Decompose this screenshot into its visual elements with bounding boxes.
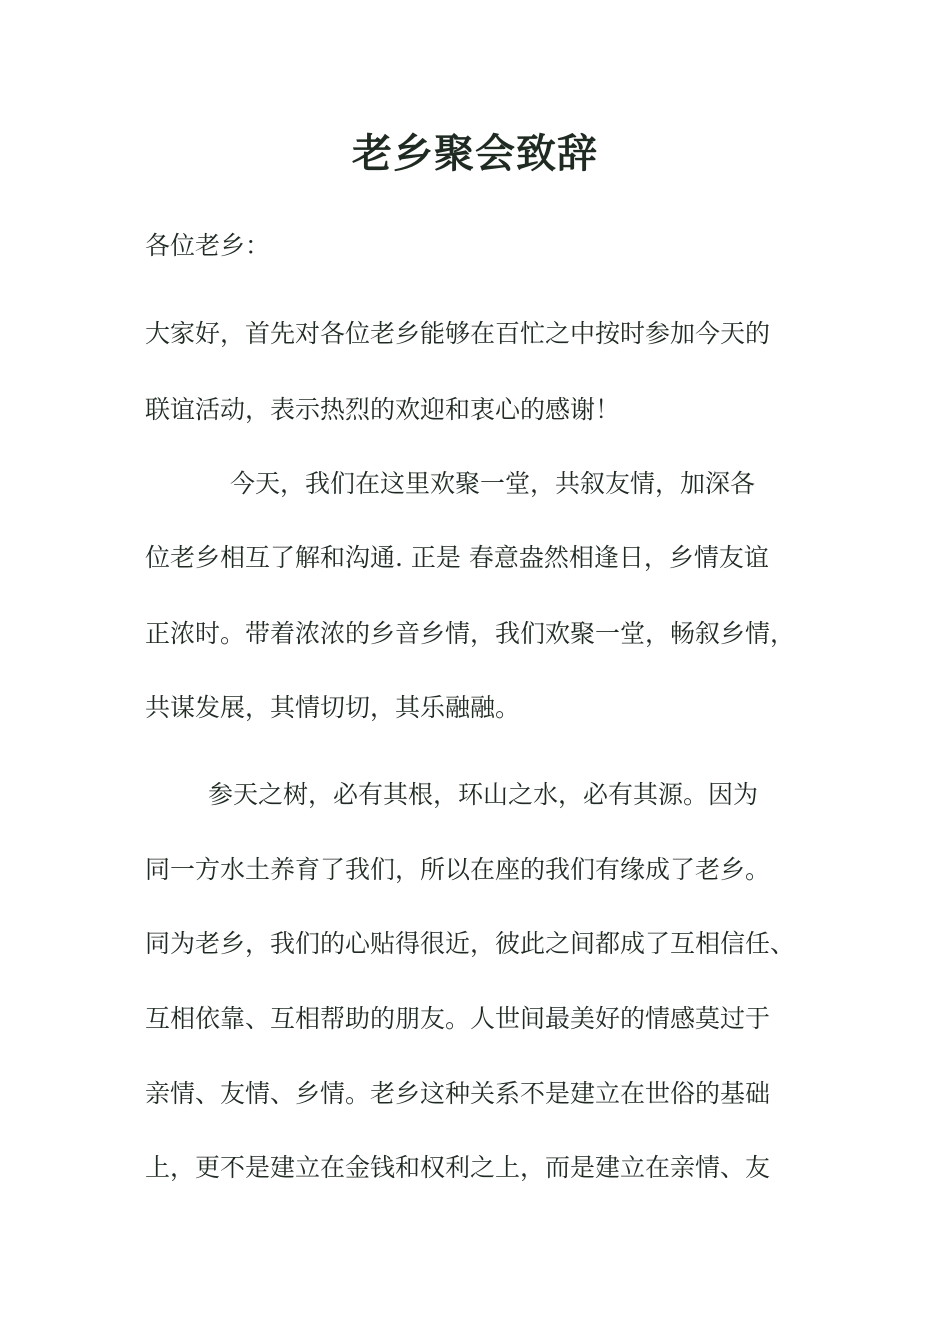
body-line: 同一方水土养育了我们，所以在座的我们有缘成了老乡。 [145, 855, 771, 884]
document-title: 老乡聚会致辞 [352, 130, 598, 177]
body-line: 位老乡相互了解和沟通. 正是 春意盎然相逢日，乡情友谊 [145, 543, 769, 572]
body-line: 参天之树，必有其根，环山之水，必有其源。因为 [208, 780, 759, 809]
body-line: 互相依靠、互相帮助的朋友。人世间最美好的情感莫过于 [145, 1004, 771, 1033]
body-line: 亲情、友情、乡情。老乡这种关系不是建立在世俗的基础 [145, 1079, 771, 1108]
body-line: 今天，我们在这里欢聚一堂，共叙友情，加深各 [230, 469, 756, 498]
body-line: 上，更不是建立在金钱和权利之上，而是建立在亲情、友 [145, 1153, 771, 1182]
body-line: 大家好，首先对各位老乡能够在百忙之中按时参加今天的 [145, 319, 771, 348]
body-line: 正浓时。带着浓浓的乡音乡情，我们欢聚一堂，畅叙乡情， [145, 619, 796, 648]
body-line: 同为老乡，我们的心贴得很近，彼此之间都成了互相信任、 [145, 929, 796, 958]
salutation: 各位老乡： [145, 231, 271, 260]
body-line: 共谋发展，其情切切，其乐融融。 [145, 693, 521, 722]
body-line: 联谊活动，表示热烈的欢迎和衷心的感谢！ [145, 395, 621, 424]
